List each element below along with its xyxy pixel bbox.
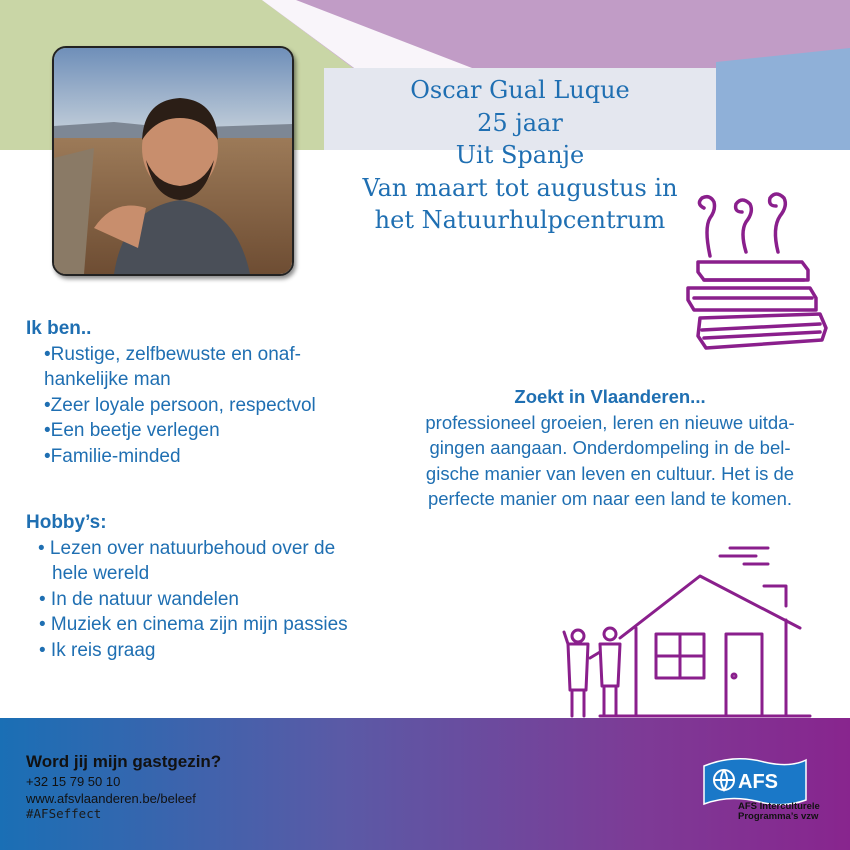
zoekt-title: Zoekt in Vlaanderen...	[514, 386, 706, 407]
hobby-item: hele wereld	[52, 563, 150, 584]
candidate-name: Oscar Gual Luque	[410, 76, 630, 104]
stay-period-line2: het Natuurhulpcentrum	[374, 206, 666, 234]
ik-ben-item: •Een beetje verlegen	[44, 420, 220, 441]
hobby-item: • Ik reis graag	[39, 639, 156, 661]
candidate-age: 25 jaar	[477, 108, 563, 137]
ik-ben-item: hankelijke man	[44, 369, 171, 390]
zoekt-line: gingen aangaan. Onderdompeling in de bel-	[429, 437, 791, 458]
zoekt-line: gische manier van leven en cultuur. Het is de	[425, 462, 795, 484]
candidate-origin: Uit Spanje	[455, 141, 585, 169]
zoekt-line: perfecte manier om naar een land te komen.	[427, 488, 793, 509]
footer-phone[interactable]: +32 15 79 50 10	[26, 774, 121, 789]
hobbys-title: Hobby’s:	[26, 512, 107, 533]
books-icon	[680, 188, 830, 358]
afs-subtitle-line2: Programma’s vzw	[738, 811, 819, 822]
afs-subtitle-line1: AFS Interculturele	[738, 801, 820, 812]
footer-title: Word jij mijn gastgezin?	[26, 752, 222, 771]
ik-ben-item: •Rustige, zelfbewuste en onaf-	[44, 343, 301, 365]
profile-photo	[52, 46, 294, 276]
zoekt-section	[400, 384, 820, 512]
header-info	[340, 74, 700, 237]
people-icon	[564, 628, 620, 716]
ik-ben-item: •Zeer loyale persoon, respectvol	[44, 394, 316, 416]
hobbys-section	[26, 510, 386, 663]
hobby-item: • In de natuur wandelen	[39, 588, 239, 610]
ik-ben-title: Ik ben..	[26, 318, 92, 339]
zoekt-line: professioneel groeien, leren en nieuwe uitda-	[425, 411, 795, 433]
hobby-item: • Lezen over natuurbehoud over de	[38, 537, 336, 559]
afs-logo-text: AFS	[738, 771, 778, 793]
stay-period-line1: Van maart tot augustus in	[362, 173, 678, 202]
ik-ben-section	[26, 316, 386, 469]
hobby-item: • Muziek en cinema zijn mijn passies	[39, 614, 348, 635]
ik-ben-item: •Familie-minded	[44, 445, 181, 467]
house-icon	[560, 540, 820, 720]
footer-website[interactable]: www.afsvlaanderen.be/beleef	[26, 791, 196, 806]
afs-subtitle	[738, 802, 820, 822]
footer-hashtag: #AFSeffect	[26, 806, 102, 821]
